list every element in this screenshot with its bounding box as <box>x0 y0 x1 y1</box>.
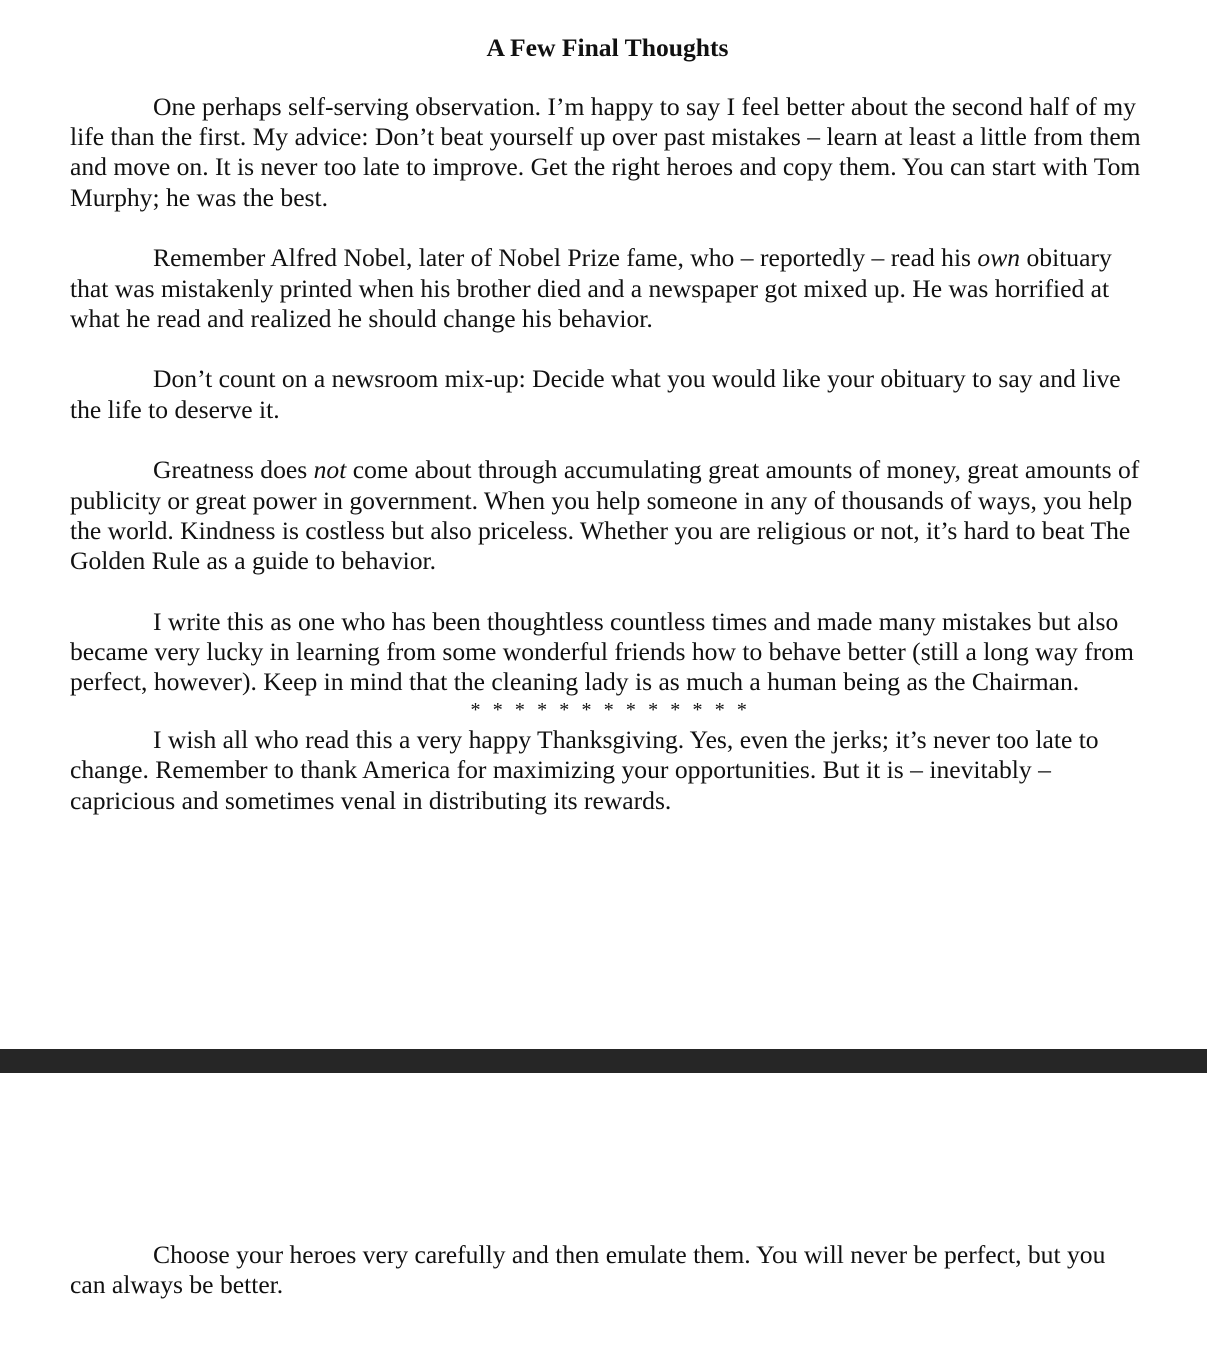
paragraph-heroes: Choose your heroes very carefully and then emulate them. You will never be perfect, but you can always be better. <box>70 1240 1106 1300</box>
paragraph-self-serving: One perhaps self-serving observation. I’m happy to say I feel better about the second half of my life than the first. My advice: Don’t beat yourself up over past mistakes – learn at least a little from them and move on. It is never too late to improve. Get the right heroes and copy them. You can start with Tom Murphy; he was the best. <box>70 92 1141 212</box>
paragraph-thanksgiving: I wish all who read this a very happy Thanksgiving. Yes, even the jerks; it’s never too late to change. Remember to thank America for maximizing your opportunities. But it is – inevitably – capricious and sometimes venal in distributing its rewards. <box>70 725 1099 815</box>
paragraph-alfred-nobel-emphasis: own <box>977 243 1021 273</box>
paragraph-greatness-text-2: come about through accumulating great amounts of money, great amounts of publicity or great power in government. When you help someone in any of thousands of ways, you help the world. Kindness is costless but also priceless. Whether you are religious or not, it’s hard to beat The Golden Rule as a guide to behavior. <box>70 455 1140 575</box>
paragraph-thoughtless: I write this as one who has been thoughtless countless times and made many mistakes but also became very lucky in learning from some wonderful friends how to behave better (still a long way from perfect, however). Keep in mind that the cleaning lady is as much a human being as the Chairman. <box>70 606 1134 697</box>
page-two-content <box>70 1240 1145 1331</box>
paragraph-alfred-nobel <box>70 243 1145 334</box>
paragraph-greatness-emphasis: not <box>313 455 347 485</box>
page-one-content <box>70 33 1145 846</box>
paragraph-greatness-text-1: Greatness does <box>153 455 314 485</box>
page-break-divider <box>0 1049 1207 1073</box>
document-title: A Few Final Thoughts <box>486 33 729 62</box>
section-separator: * * * * * * * * * * * * * <box>470 699 751 722</box>
paragraph-alfred-nobel-text-1: Remember Alfred Nobel, later of Nobel Prize fame, who – reportedly – read his <box>153 243 978 273</box>
paragraph-alfred-nobel-text-2: obituary that was mistakenly printed when his brother died and a newspaper got mixed up. He was horrified at what he read and realized he should change his behavior. <box>70 243 1112 333</box>
paragraph-newsroom: Don’t count on a newsroom mix-up: Decide what you would like your obituary to say and live the life to deserve it. <box>70 364 1121 424</box>
page-two <box>0 1073 1207 1350</box>
paragraph-greatness <box>70 455 1145 576</box>
